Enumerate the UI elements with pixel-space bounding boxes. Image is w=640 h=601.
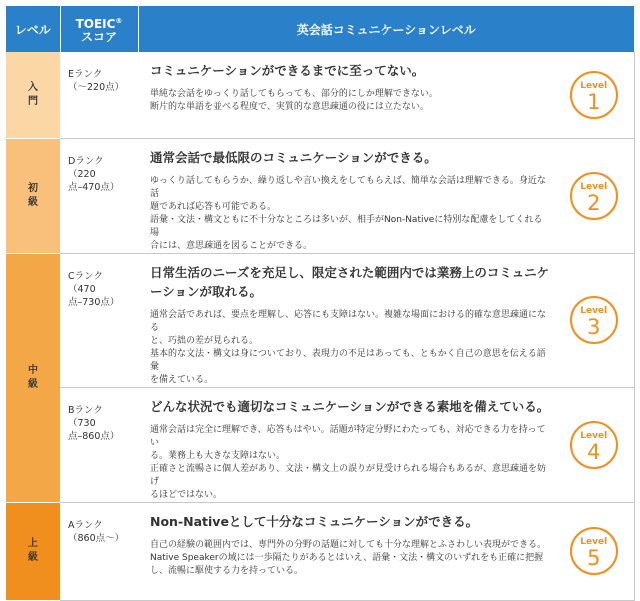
level-badge-word: Level bbox=[580, 430, 608, 441]
registered-mark: ® bbox=[115, 16, 123, 25]
table-row bbox=[6, 52, 634, 138]
description-line: 断片的な単語を並べる程度で、実質的な意思疎通の役には立たない。 bbox=[150, 102, 429, 112]
description-cell bbox=[138, 52, 554, 138]
score-range-cont: 点–860点） bbox=[68, 430, 120, 442]
score-cell bbox=[60, 52, 138, 138]
description-title: 日常生活のニーズを充足し、限定された範囲内では業務上のコミュニケーションが取れる。 bbox=[150, 264, 550, 299]
score-rank: Eランク bbox=[68, 69, 103, 80]
description-title: 通常会話で最低限のコミュニケーションができる。 bbox=[150, 149, 437, 165]
description-line: を備えている。 bbox=[150, 374, 214, 385]
score-range-cont: 点–730点） bbox=[68, 296, 120, 308]
score-range: （730 bbox=[68, 417, 96, 429]
toeic-level-table bbox=[6, 6, 635, 601]
category-label: 入門 bbox=[28, 81, 38, 107]
header-score-line2: スコア bbox=[80, 29, 117, 44]
score-cell bbox=[60, 387, 138, 502]
header-level-label: レベル bbox=[14, 22, 51, 37]
level-badge bbox=[570, 527, 618, 575]
level-badge-cell bbox=[554, 52, 634, 138]
score-cell bbox=[60, 253, 138, 387]
score-rank: Dランク bbox=[68, 155, 104, 167]
level-badge bbox=[570, 172, 618, 220]
level-badge-word: Level bbox=[580, 306, 608, 316]
description-line: 単純な会話をゆっくり話してもらっても、部分的にしか理解できない。 bbox=[150, 89, 438, 99]
header-communication-level bbox=[138, 6, 634, 52]
score-range: （860点～） bbox=[68, 532, 125, 544]
level-badge-number: 1 bbox=[587, 89, 601, 114]
description-line: る。業務上も大きな支障はない。 bbox=[150, 450, 286, 461]
description-cell bbox=[138, 502, 554, 600]
level-badge bbox=[570, 71, 618, 119]
score-rank: Cランク bbox=[68, 270, 103, 282]
score-range: （～220点） bbox=[68, 82, 125, 93]
header-level bbox=[6, 6, 60, 52]
level-badge-word: Level bbox=[580, 181, 608, 192]
description-line: ゆっくり話してもらうか、繰り返しや言い換えをしてもらえば、簡単な会話は理解できる。身近な話 bbox=[150, 175, 546, 199]
description-line: るほどではない。 bbox=[150, 489, 223, 500]
level-badge-cell bbox=[554, 138, 634, 253]
category-cell-intermediate bbox=[6, 253, 60, 502]
description-line: 通常会話であれば、要点を理解し、応答にも支障はない。複雑な場面における的確な意思疎通になる bbox=[150, 309, 547, 333]
score-cell bbox=[60, 502, 138, 600]
category-cell-beginner-intro bbox=[6, 52, 60, 138]
score-range: （470 bbox=[68, 283, 96, 295]
table-header-row bbox=[6, 6, 634, 52]
description-line: Native Speakerの域には一歩隔たりがあるとはいえ、語彙・文法・構文のいずれをも正確に把握 bbox=[150, 552, 544, 563]
description-line: 基本的な文法・構文は身についており、表現力の不足はあっても、ともかく自己の意思を伝える語彙 bbox=[150, 348, 546, 372]
level-badge bbox=[570, 421, 618, 469]
description-cell bbox=[138, 138, 554, 253]
table-row bbox=[6, 253, 634, 387]
category-label: 中級 bbox=[28, 364, 38, 390]
level-badge-cell bbox=[554, 253, 634, 387]
description-line: と、巧拙の差が見られる。 bbox=[150, 335, 259, 346]
level-badge-number: 5 bbox=[587, 546, 601, 570]
description-title: どんな状況でも適切なコミュニケーションができる素地を備えている。 bbox=[150, 398, 550, 414]
level-badge bbox=[570, 296, 618, 344]
category-cell-elementary bbox=[6, 138, 60, 253]
description-line: 語彙・文法・構文ともに不十分なところは多いが、相手がNon-Nativeに特別な配慮をしてくれる場 bbox=[150, 214, 543, 238]
level-badge-cell bbox=[554, 387, 634, 502]
description-line: 通常会話は完全に理解でき、応答もはやい。話題が特定分野にわたっても、対応できる力を持ってい bbox=[150, 424, 546, 448]
toeic-level-table-container bbox=[6, 6, 634, 590]
score-rank: Bランク bbox=[68, 404, 103, 416]
level-badge-number: 2 bbox=[587, 190, 601, 215]
header-desc-label: 英会話コミュニケーションレベル bbox=[296, 22, 476, 37]
description-cell bbox=[138, 387, 554, 502]
description-line: 題であれば応答も可能である。 bbox=[150, 201, 277, 212]
table-row bbox=[6, 502, 634, 600]
score-cell bbox=[60, 138, 138, 253]
level-badge-word: Level bbox=[580, 537, 608, 547]
header-score-line1: TOEIC bbox=[75, 16, 116, 31]
table-row bbox=[6, 387, 634, 502]
score-range: （220 bbox=[68, 168, 96, 180]
level-badge-number: 4 bbox=[587, 439, 601, 464]
description-title: Non-Nativeとして十分なコミュニケーションができる。 bbox=[150, 513, 479, 529]
description-line: 合には、意思疎通を図ることができる。 bbox=[150, 240, 313, 251]
score-range-cont: 点–470点） bbox=[68, 181, 120, 193]
table-row bbox=[6, 138, 634, 253]
description-line: 正確さと流暢さに個人差があり、文法・構文上の誤りが見受けられる場合もあるが、意思疎通を妨げ bbox=[150, 463, 547, 487]
category-label: 上級 bbox=[28, 538, 38, 563]
description-title: コミュニケーションができるまでに至ってない。 bbox=[150, 63, 425, 78]
category-cell-advanced bbox=[6, 502, 60, 600]
level-badge-number: 3 bbox=[587, 315, 601, 339]
description-line: し、流暢に駆使する力を持っている。 bbox=[150, 565, 304, 576]
level-badge-word: Level bbox=[580, 80, 608, 91]
header-toeic-score bbox=[60, 6, 138, 52]
category-label: 初級 bbox=[28, 182, 38, 208]
score-rank: Aランク bbox=[68, 519, 103, 531]
description-cell bbox=[138, 253, 554, 387]
level-badge-cell bbox=[554, 502, 634, 600]
description-line: 自己の経験の範囲内では、専門外の分野の話題に対しても十分な理解とふさわしい表現ができる。 bbox=[150, 539, 547, 550]
